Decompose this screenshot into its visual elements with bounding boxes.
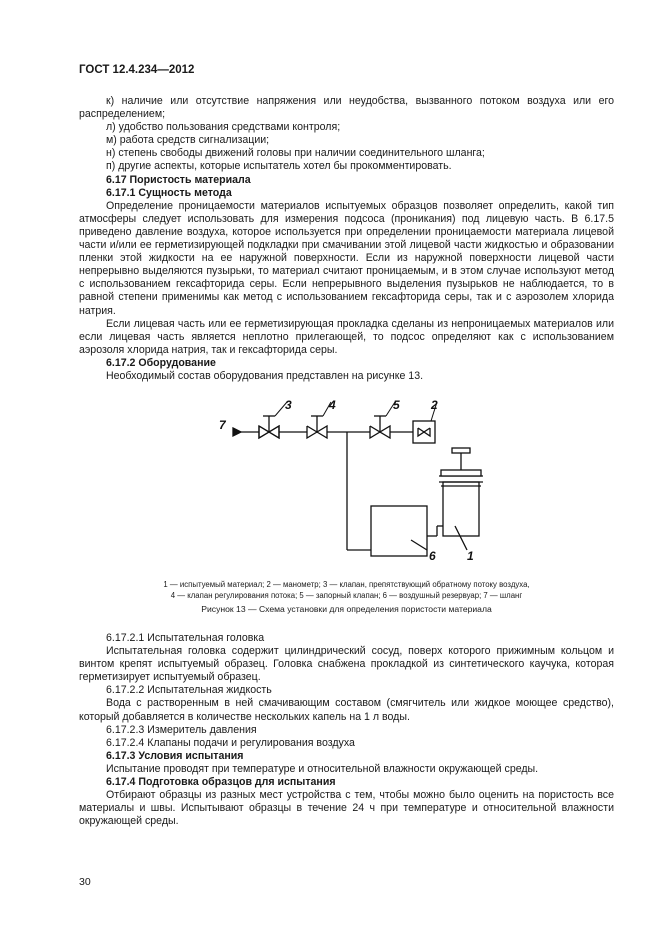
equipment-schematic-diagram (205, 388, 505, 573)
text-block-lower (79, 632, 614, 828)
label-6: 6 (429, 549, 436, 563)
air-reservoir-6 (371, 506, 427, 556)
list-item-l: л) удобство пользования средствами контроля; (106, 121, 341, 134)
subsection-6-17-2-1: 6.17.2.1 Испытательная головка (106, 632, 265, 644)
section-heading-6-17-3: 6.17.3 Условия испытания (106, 749, 244, 762)
list-item-p: п) другие аспекты, которые испытатель хотел бы прокомментировать. (106, 160, 452, 173)
figure-caption: Рисунок 13 — Схема установки для определения пористости материала (201, 604, 492, 614)
section-heading-6-17-1: 6.17.1 Сущность метода (106, 186, 232, 199)
paragraph-conditions: Испытание проводят при температуре и относительной влажности окружающей среды. (106, 762, 539, 775)
label-3: 3 (285, 398, 292, 412)
legend-line-1: 1 — испытуемый материал; 2 — манометр; 3 — клапан, препятствующий обратному потоку воздуха, (163, 580, 530, 589)
paragraph-test-head: Испытательная головка содержит цилиндрический сосуд, поверх которого прижимным кольцом и винтом крепят испытуемый образец. Головка снабжена прокладкой из синтетического каучука, которая герметизирует испытуемый образец. (79, 645, 614, 684)
list-item-m: м) работа средств сигнализации; (106, 134, 270, 147)
paragraph-method: Определение проницаемости материалов испытуемых образцов позволяет определить, какой тип атмосферы следует использовать для измерения подсоса (проникания) под лицевую часть. В 6.17.5 приведено давление воздуха, которое используется при определении проницаемости материала лицевой части и/или ее герметизирующей подкладки при смачивании этой лицевой части жидкостью и образовании пленки этой жидкости на ее наружной поверхности. Если из наружной поверхности лицевой части непрерывно выделяются пузырьки, то материал считают проницаемым, и в этом случае используют метод с использованием гексафторида серы. Если непрерывного выделения пузырьков не наблюдается, то в равной степени применимы как метод с использованием гексафторида серы, так и с аэрозолем хлорида натрия. (79, 199, 614, 317)
subsection-6-17-2-3: 6.17.2.3 Измеритель давления (106, 723, 257, 736)
test-head-1 (443, 482, 479, 536)
label-1: 1 (467, 549, 474, 563)
text-block-upper (79, 95, 614, 383)
label-5: 5 (393, 398, 400, 412)
legend-line-2: 4 — клапан регулирования потока; 5 — запорный клапан; 6 — воздушный резервуар; 7 — шланг (170, 591, 523, 600)
subsection-6-17-2-2: 6.17.2.2 Испытательная жидкость (106, 684, 272, 697)
paragraph-impermeable: Если лицевая часть или ее герметизирующая прокладка сделаны из непроницаемых материалов или если лицевая часть является неплотно прилегающей, то подсос определяют как с использованием аэрозоля хлорида натрия, так и гексафторида серы. (79, 317, 614, 356)
label-4: 4 (329, 398, 336, 412)
paragraph-sample-prep: Отбирают образцы из разных мест устройства с тем, чтобы можно было оценить на пористость все материалы и швы. Испытывают образцы в течение 24 ч при температуре и относительной влажности окружающей среды. (79, 789, 614, 828)
subsection-6-17-2-4: 6.17.2.4 Клапаны подачи и регулирования воздуха (106, 736, 355, 749)
label-7: 7 (219, 418, 226, 432)
section-heading-6-17-4: 6.17.4 Подготовка образцов для испытания (106, 776, 336, 789)
page-number: 30 (79, 876, 91, 888)
list-item-n: н) степень свободы движений головы при наличии соединительного шланга; (106, 147, 485, 160)
section-heading-6-17: 6.17 Пористость материала (106, 173, 251, 186)
figure-legend (79, 579, 614, 601)
label-2: 2 (431, 398, 438, 412)
paragraph-test-liquid: Вода с растворенным в ней смачивающим составом (смягчитель или жидкое моющее средство), который добавляется в количестве нескольких капель на 1 л воды. (79, 697, 614, 723)
document-header: ГОСТ 12.4.234—2012 (79, 64, 195, 76)
hose-arrow (233, 428, 241, 436)
paragraph-equipment: Необходимый состав оборудования представлен на рисунке 13. (106, 369, 424, 382)
list-item-k: к) наличие или отсутствие напряжения или неудобства, вызванного потоком воздуха или его распределением; (79, 95, 614, 121)
section-heading-6-17-2: 6.17.2 Оборудование (106, 356, 216, 369)
